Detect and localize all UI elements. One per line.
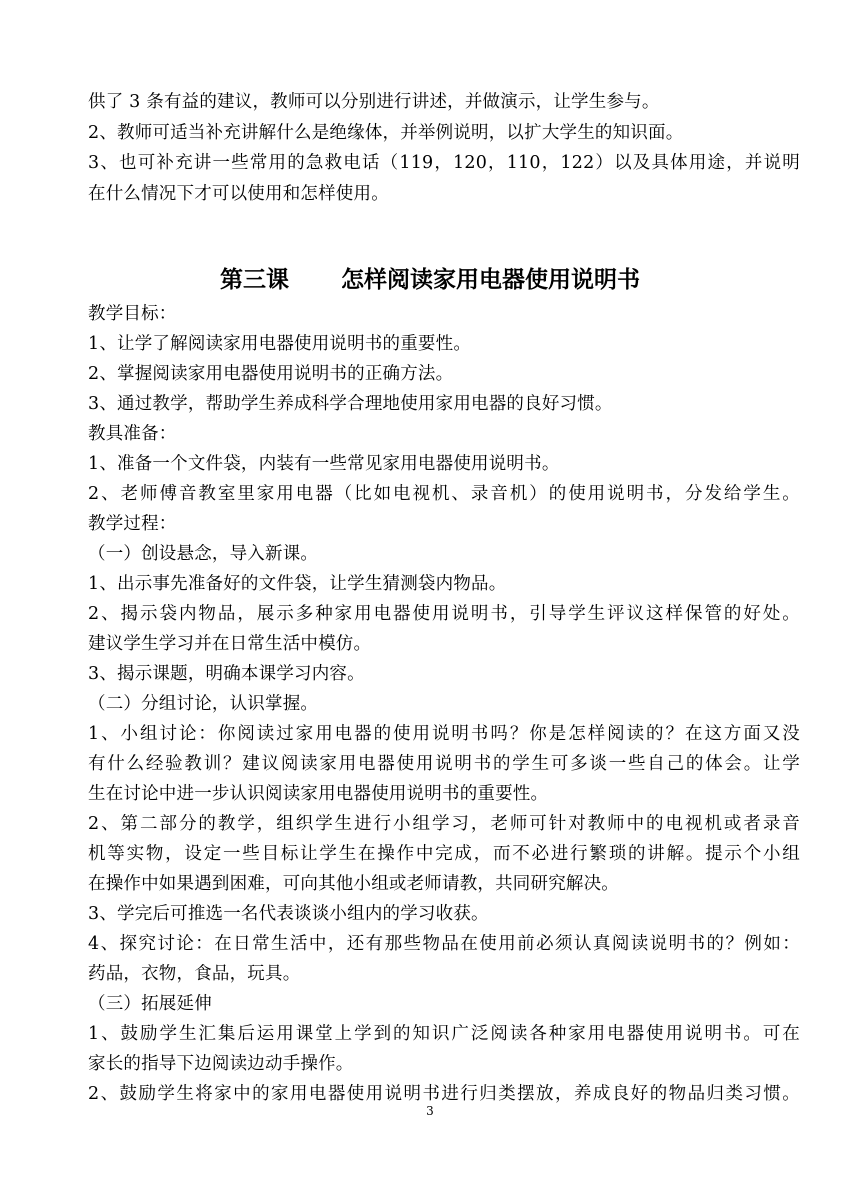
lesson-name: 怎样阅读家用电器使用说明书 xyxy=(341,267,640,293)
text-line: 生在讨论中进一步认识阅读家用电器使用说明书的重要性。 xyxy=(88,784,549,804)
text-line: 4、探究讨论：在日常生活中，还有那些物品在使用前必须认真阅读说明书的？例如： xyxy=(88,934,800,954)
text-line: 2、掌握阅读家用电器使用说明书的正确方法。 xyxy=(88,364,454,384)
section-heading: 教学目标： xyxy=(88,304,177,324)
text-line: 1、准备一个文件袋，内装有一些常见家用电器使用说明书。 xyxy=(88,454,560,474)
text-line: 在什么情况下才可以使用和怎样使用。 xyxy=(88,184,389,204)
text-line: 2、鼓励学生将家中的家用电器使用说明书进行归类摆放，养成良好的物品归类习惯。 xyxy=(88,1084,800,1104)
text-line: 1、让学了解阅读家用电器使用说明书的重要性。 xyxy=(88,334,472,354)
lesson-title xyxy=(0,264,860,296)
text-line: 1、小组讨论：你阅读过家用电器的使用说明书吗？你是怎样阅读的？在这方面又没 xyxy=(88,724,800,744)
text-line: 3、学完后可推选一名代表谈谈小组内的学习收获。 xyxy=(88,904,489,924)
text-line: 在操作中如果遇到困难，可向其他小组或老师请教，共同研究解决。 xyxy=(88,874,619,894)
text-line: 有什么经验教训？建议阅读家用电器使用说明书的学生可多谈一些自己的体会。让学 xyxy=(88,754,800,774)
text-line: 3、也可补充讲一些常用的急救电话（119，120，110，122）以及具体用途，并说明 xyxy=(88,153,800,173)
text-line: 供了 3 条有益的建议，教师可以分别进行讲述，并做演示，让学生参与。 xyxy=(88,92,660,112)
text-line: 1、鼓励学生汇集后运用课堂上学到的知识广泛阅读各种家用电器使用说明书。可在 xyxy=(88,1024,800,1044)
section-heading: 教学过程： xyxy=(88,514,177,534)
text-line: 2、老师傅音教室里家用电器（比如电视机、录音机）的使用说明书，分发给学生。 xyxy=(88,484,800,504)
text-line: 家长的指导下边阅读边动手操作。 xyxy=(88,1054,354,1074)
page-number: 3 xyxy=(426,1104,434,1118)
text-line: 药品，衣物，食品，玩具。 xyxy=(88,964,301,984)
text-line: 3、通过教学，帮助学生养成科学合理地使用家用电器的良好习惯。 xyxy=(88,394,613,414)
lesson-number: 第三课 xyxy=(220,267,289,293)
text-line: 2、第二部分的教学，组织学生进行小组学习，老师可针对教师中的电视机或者录音 xyxy=(88,814,800,834)
text-line: 2、教师可适当补充讲解什么是绝缘体，并举例说明，以扩大学生的知识面。 xyxy=(88,123,684,143)
subsection-heading: （三）拓展延伸 xyxy=(88,994,212,1014)
subsection-heading: （二）分组讨论，认识掌握。 xyxy=(88,694,319,714)
text-line: 2、揭示袋内物品，展示多种家用电器使用说明书，引导学生评议这样保管的好处。 xyxy=(88,604,800,624)
text-line: 建议学生学习并在日常生活中模仿。 xyxy=(88,634,372,654)
text-line: 3、揭示课题，明确本课学习内容。 xyxy=(88,664,365,684)
subsection-heading: （一）创设悬念，导入新课。 xyxy=(88,544,319,564)
text-line: 机等实物，设定一些目标让学生在操作中完成，而不必进行繁琐的讲解。提示个小组 xyxy=(88,844,800,864)
text-line: 1、出示事先准备好的文件袋，让学生猜测袋内物品。 xyxy=(88,574,507,594)
section-heading: 教具准备： xyxy=(88,424,177,444)
